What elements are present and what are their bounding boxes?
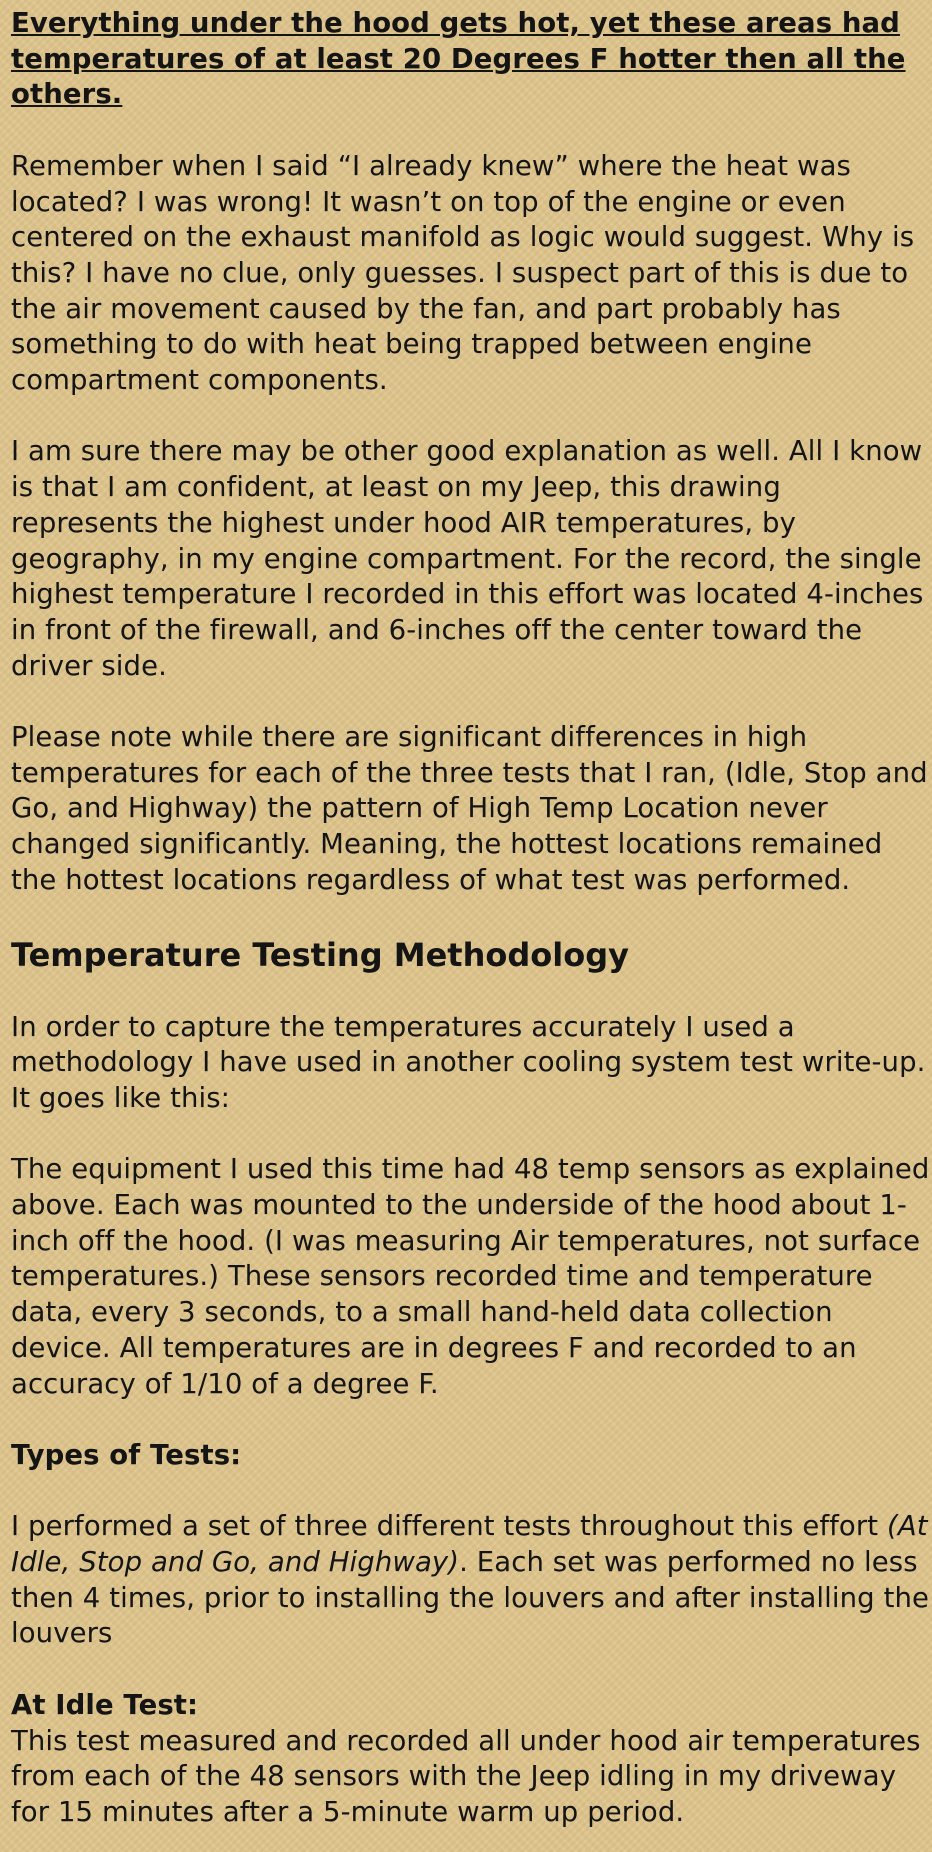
article bbox=[11, 0, 932, 1831]
paragraph-idle-test: This test measured and recorded all under hood air temperatures from each of the 48 sensors with the Jeep idling in my driveway for 15 minutes after a 5-minute warm up period. bbox=[11, 1724, 921, 1828]
paragraph-types-of-tests bbox=[11, 1509, 932, 1652]
label-types-of-tests: Types of Tests: bbox=[11, 1438, 242, 1471]
paragraph-heat-location: Remember when I said “I already knew” where the heat was located? I was wrong! It wasn’t on top of the engine or even centered on the exhaust manifold as logic would suggest. Why is this? I have no clue, only guesses. I suspect part of this is due to the air movement caused by the fan, and part probably has something to do with heat being trapped between engine compartment components. bbox=[11, 149, 915, 397]
types-of-tests-text-before: I performed a set of three different tests throughout this effort bbox=[11, 1510, 887, 1543]
section-heading-methodology: Temperature Testing Methodology bbox=[11, 935, 629, 974]
paragraph-methodology-intro: In order to capture the temperatures accurately I used a methodology I have used in another cooling system test write-up. It goes like this: bbox=[11, 1010, 926, 1114]
paragraph-equipment: The equipment I used this time had 48 temp sensors as explained above. Each was mounted to the underside of the hood about 1-inch off the hood. (I was measuring Air temperatures, not surface temperatures.) These sensors recorded time and temperature data, every 3 seconds, to a small hand-held data collection device. All temperatures are in degrees F and recorded to an accuracy of 1/10 of a degree F. bbox=[11, 1153, 930, 1400]
types-of-tests-text-after: . Each set was performed no less then 4 times, prior to installing the louvers and after installing the louvers bbox=[11, 1546, 930, 1650]
label-idle-test: At Idle Test: bbox=[11, 1688, 199, 1721]
article-headline: Everything under the hood gets hot, yet these areas had temperatures of at least 20 Degrees F hotter then all the others. bbox=[11, 7, 906, 111]
paragraph-pattern-note: Please note while there are significant differences in high temperatures for each of the three tests that I ran, (Idle, Stop and Go, and Highway) the pattern of High Temp Location never changed significantly. Meaning, the hottest locations remained the hottest locations regardless of what test was performed. bbox=[11, 721, 928, 896]
paragraph-explanation: I am sure there may be other good explanation as well. All I know is that I am confident, at least on my Jeep, this drawing represents the highest under hood AIR temperatures, by geography, in my engine compartment. For the record, the single highest temperature I recorded in this effort was located 4-inches in front of the firewall, and 6-inches off the center toward the driver side. bbox=[11, 435, 924, 682]
types-of-tests-italic: (At Idle, Stop and Go, and Highway) bbox=[11, 1510, 928, 1579]
